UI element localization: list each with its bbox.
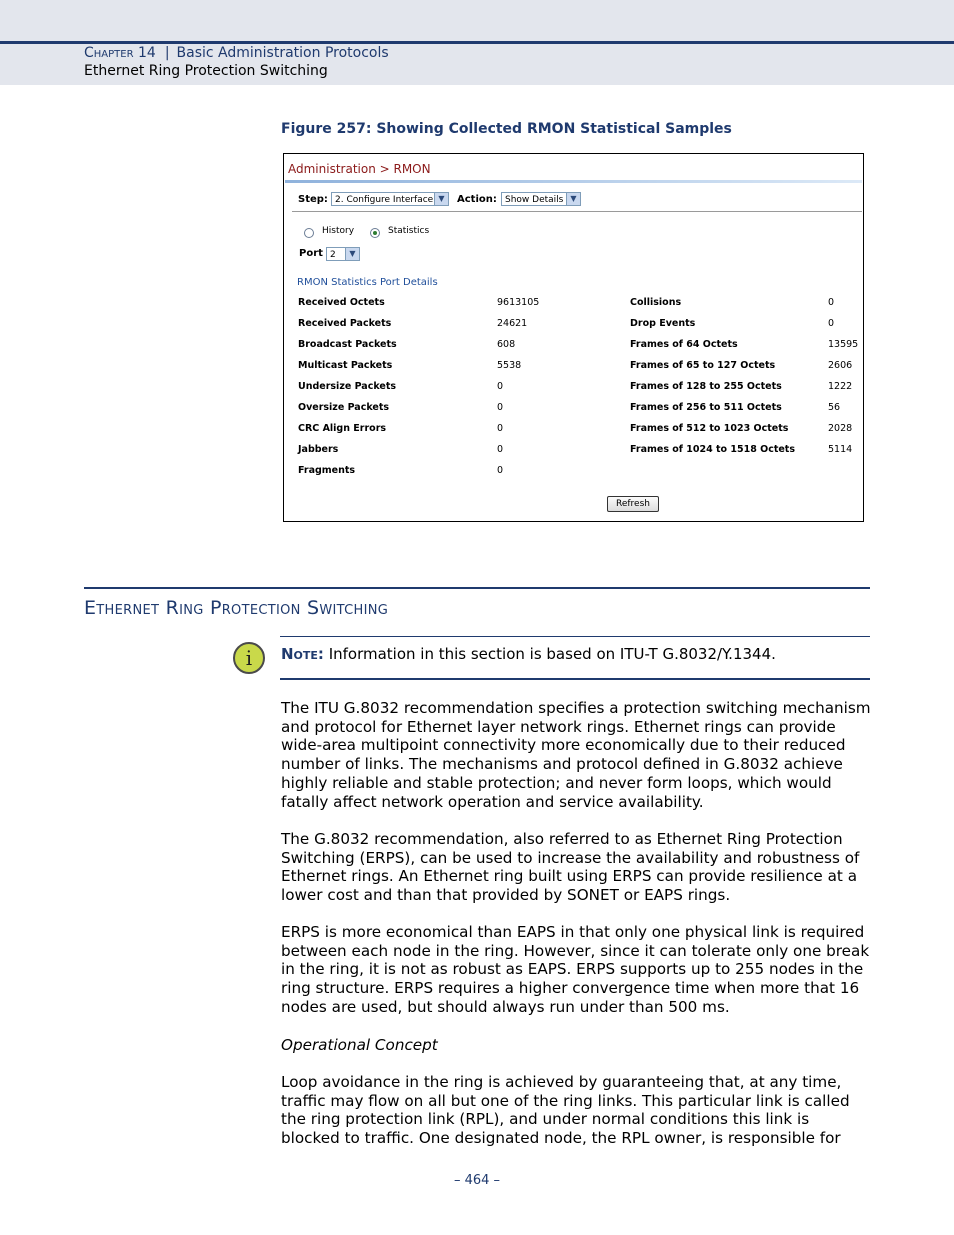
stat-label: Broadcast Packets bbox=[298, 339, 397, 350]
stat-label: Undersize Packets bbox=[298, 381, 397, 392]
stat-value: 0 bbox=[828, 297, 835, 308]
refresh-button[interactable]: Refresh bbox=[607, 496, 659, 512]
radio-history[interactable] bbox=[304, 228, 314, 238]
paragraph: The G.8032 recommendation, also referred to as Ethernet Ring Protection Switching (ERPS), can be used to increase the availability and robustness of Ethernet rings. An Ethernet ring built using ERPS can provide resilience at a lower cost and than that provided by SONET or EAPS rings. bbox=[281, 830, 860, 905]
stats-section-title: RMON Statistics Port Details bbox=[297, 277, 438, 288]
stat-label: CRC Align Errors bbox=[298, 423, 387, 434]
header-subtitle: Ethernet Ring Protection Switching bbox=[84, 63, 328, 79]
port-select[interactable] bbox=[326, 247, 360, 261]
stat-value: 5538 bbox=[497, 360, 522, 371]
stat-value: 2606 bbox=[828, 360, 853, 371]
subheading: Operational Concept bbox=[281, 1036, 438, 1054]
stat-value: 5114 bbox=[828, 444, 853, 455]
stat-value: 2028 bbox=[828, 423, 853, 434]
chevron-down-icon[interactable]: ▼ bbox=[345, 248, 359, 260]
page-number: – 464 – bbox=[453, 1173, 501, 1188]
action-label: Action: bbox=[457, 194, 497, 205]
stat-label: Frames of 256 to 511 Octets bbox=[630, 402, 782, 413]
note-label: Note: bbox=[281, 645, 324, 663]
stat-label: Collisions bbox=[630, 297, 682, 308]
stat-label: Multicast Packets bbox=[298, 360, 393, 371]
chapter-label: Chapter 14 bbox=[84, 45, 156, 61]
stat-value: 0 bbox=[497, 402, 504, 413]
stat-label: Received Octets bbox=[298, 297, 385, 308]
stat-value: 0 bbox=[497, 423, 504, 434]
note-top-rule bbox=[280, 636, 870, 637]
section-rule bbox=[84, 587, 870, 589]
stat-value: 56 bbox=[828, 402, 841, 413]
breadcrumb: Administration > RMON bbox=[288, 162, 431, 176]
stat-value: 0 bbox=[497, 381, 504, 392]
stat-label: Frames of 128 to 255 Octets bbox=[630, 381, 782, 392]
stat-label: Drop Events bbox=[630, 318, 696, 329]
port-select-value: 2 bbox=[330, 250, 336, 260]
stat-label: Frames of 1024 to 1518 Octets bbox=[630, 444, 796, 455]
radio-history-label: History bbox=[322, 226, 355, 236]
stat-label: Oversize Packets bbox=[298, 402, 390, 413]
paragraph: The ITU G.8032 recommendation specifies a protection switching mechanism and protocol for Ethernet layer network rings. Ethernet rings can provide wide-area multipoint connectivity more economically due to their reduced number of links. The mechanisms and protocol defined in G.8032 achieve highly reliable and stable protection; and never form loops, which would fatally affect network operation and service availability. bbox=[281, 699, 871, 811]
header-rule bbox=[0, 41, 954, 44]
figure-caption: Figure 257: Showing Collected RMON Statistical Samples bbox=[281, 121, 732, 137]
stat-value: 9613105 bbox=[497, 297, 540, 308]
step-label: Step: bbox=[298, 194, 328, 205]
radio-statistics-label: Statistics bbox=[388, 226, 430, 236]
note-text: Information in this section is based on ITU-T G.8032/Y.1344. bbox=[323, 645, 776, 663]
stat-value: 24621 bbox=[497, 318, 528, 329]
stat-label: Frames of 64 Octets bbox=[630, 339, 738, 350]
chapter-title: Basic Administration Protocols bbox=[176, 45, 389, 61]
header-chapter-line bbox=[84, 45, 389, 61]
step-select[interactable] bbox=[331, 192, 449, 206]
action-select[interactable] bbox=[501, 192, 581, 206]
step-select-value: 2. Configure Interface bbox=[335, 195, 434, 205]
stat-label: Frames of 65 to 127 Octets bbox=[630, 360, 776, 371]
step-divider bbox=[292, 211, 862, 212]
chevron-down-icon[interactable]: ▼ bbox=[434, 193, 448, 205]
stat-value: 0 bbox=[497, 465, 504, 476]
stat-value: 0 bbox=[828, 318, 835, 329]
stat-label: Received Packets bbox=[298, 318, 392, 329]
note bbox=[281, 645, 776, 663]
stat-label: Fragments bbox=[298, 465, 356, 476]
chevron-down-icon[interactable]: ▼ bbox=[566, 193, 580, 205]
stat-label: Frames of 512 to 1023 Octets bbox=[630, 423, 789, 434]
radio-statistics[interactable] bbox=[370, 228, 380, 238]
paragraph: Loop avoidance in the ring is achieved by guaranteeing that, at any time, traffic may flow on all but one of the ring links. This particular link is called the ring protection link (RPL), and under normal conditions this link is blocked to traffic. One designated node, the RPL owner, is responsible for bbox=[281, 1073, 850, 1148]
breadcrumb-underline bbox=[285, 180, 862, 183]
note-bottom-rule bbox=[280, 678, 870, 680]
info-icon: i bbox=[233, 642, 265, 674]
header-separator: | bbox=[164, 45, 170, 61]
action-select-value: Show Details bbox=[505, 195, 564, 205]
paragraph: ERPS is more economical than EAPS in that only one physical link is required between each node in the ring. However, since it can tolerate only one break in the ring, it is not as robust as EAPS. ERPS supports up to 255 nodes in the ring structure. ERPS requires a higher convergence time when more that 16 nodes are used, but should always run under than 500 ms. bbox=[281, 923, 870, 1016]
stat-value: 13595 bbox=[828, 339, 859, 350]
stat-label: Jabbers bbox=[298, 444, 339, 455]
rmon-screenshot bbox=[283, 153, 864, 522]
stat-value: 1222 bbox=[828, 381, 853, 392]
stat-value: 608 bbox=[497, 339, 516, 350]
section-title: Ethernet Ring Protection Switching bbox=[84, 597, 389, 619]
stat-value: 0 bbox=[497, 444, 504, 455]
port-label: Port bbox=[299, 248, 323, 259]
